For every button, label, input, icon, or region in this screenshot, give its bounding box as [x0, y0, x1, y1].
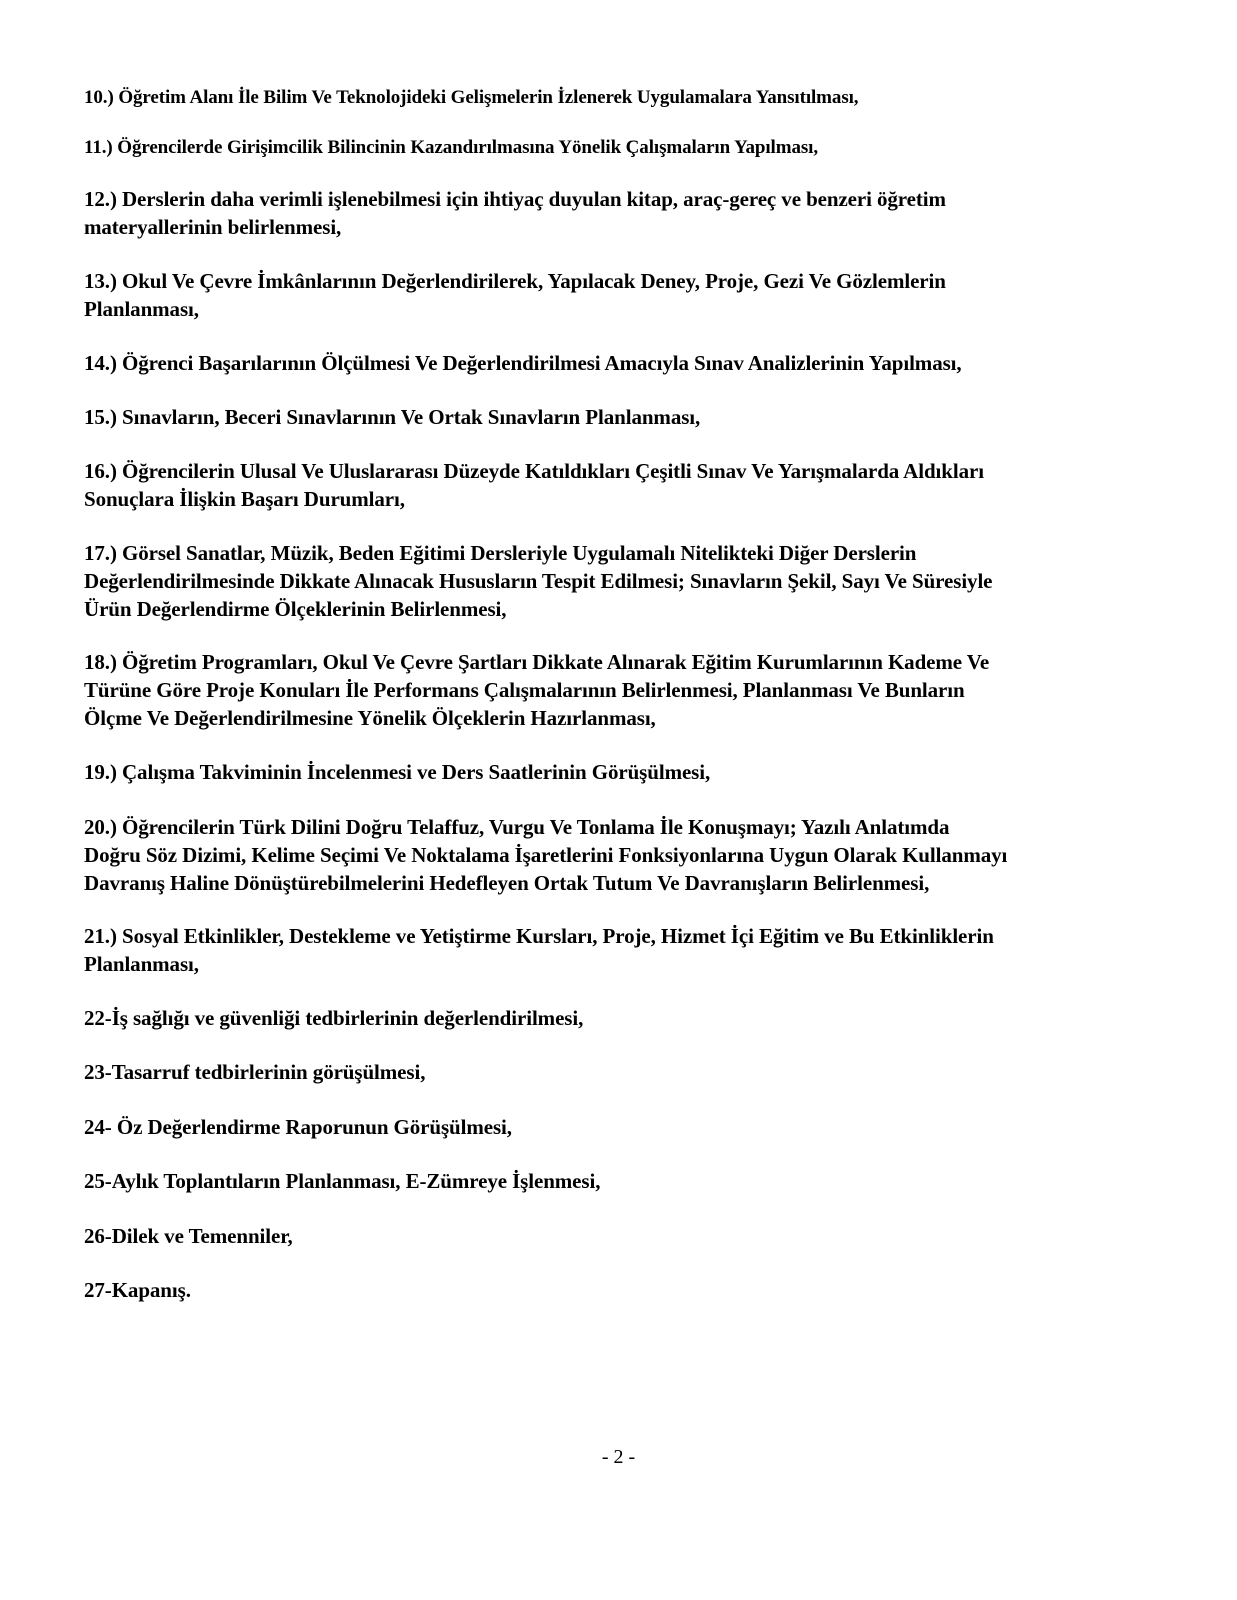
- agenda-line: 11.) Öğrencilerde Girişimcilik Bilincinin Kazandırılmasına Yönelik Çalışmaların Yapılması,: [84, 137, 818, 158]
- agenda-item-25: [84, 1167, 1159, 1195]
- agenda-item-12: [84, 185, 1159, 241]
- agenda-line: 22-İş sağlığı ve güvenliği tedbirlerinin değerlendirilmesi,: [84, 1006, 584, 1030]
- agenda-line: Planlanması,: [84, 297, 199, 321]
- agenda-line: 18.) Öğretim Programları, Okul Ve Çevre Şartları Dikkate Alınarak Eğitim Kurumlarının Kademe Ve: [84, 650, 990, 674]
- agenda-item-15: [84, 403, 1159, 431]
- agenda-item-26: [84, 1222, 1159, 1250]
- agenda-line: 24- Öz Değerlendirme Raporunun Görüşülmesi,: [84, 1115, 512, 1139]
- agenda-line: 23-Tasarruf tedbirlerinin görüşülmesi,: [84, 1060, 426, 1084]
- agenda-line: Planlanması,: [84, 952, 199, 976]
- agenda-line: 14.) Öğrenci Başarılarının Ölçülmesi Ve Değerlendirilmesi Amacıyla Sınav Analizlerinin Yapılması,: [84, 351, 962, 375]
- agenda-line: 13.) Okul Ve Çevre İmkânlarının Değerlendirilerek, Yapılacak Deney, Proje, Gezi Ve Gözlemlerin: [84, 269, 946, 293]
- agenda-item-24: [84, 1113, 1159, 1141]
- agenda-line: 20.) Öğrencilerin Türk Dilini Doğru Telaffuz, Vurgu Ve Tonlama İle Konuşmayı; Yazılı Anlatımda: [84, 815, 950, 839]
- agenda-item-22: [84, 1004, 1159, 1032]
- agenda-item-11: [84, 134, 1159, 162]
- agenda-line: 19.) Çalışma Takviminin İncelenmesi ve Ders Saatlerinin Görüşülmesi,: [84, 760, 711, 784]
- agenda-line: 26-Dilek ve Temenniler,: [84, 1224, 293, 1248]
- agenda-item-17: [84, 539, 1159, 623]
- agenda-line: 21.) Sosyal Etkinlikler, Destekleme ve Yetiştirme Kursları, Proje, Hizmet İçi Eğitim ve Bu Etkinliklerin: [84, 924, 994, 948]
- agenda-line: 27-Kapanış.: [84, 1278, 191, 1302]
- agenda-line: 25-Aylık Toplantıların Planlanması, E-Zümreye İşlenmesi,: [84, 1169, 601, 1193]
- agenda-line: 17.) Görsel Sanatlar, Müzik, Beden Eğitimi Dersleriyle Uygulamalı Nitelikteki Diğer Derslerin: [84, 541, 917, 565]
- agenda-item-18: [84, 648, 1159, 732]
- agenda-line: 10.) Öğretim Alanı İle Bilim Ve Teknolojideki Gelişmelerin İzlenerek Uygulamalara Yansıtılması,: [84, 87, 859, 108]
- agenda-item-20: [84, 813, 1159, 897]
- agenda-line: Türüne Göre Proje Konuları İle Performans Çalışmalarının Belirlenmesi, Planlanması Ve Bunların: [84, 678, 965, 702]
- agenda-item-14: [84, 349, 1159, 377]
- agenda-item-19: [84, 758, 1159, 786]
- agenda-item-27: [84, 1276, 1159, 1304]
- page-number: - 2 -: [601, 1446, 636, 1468]
- agenda-line: 12.) Derslerin daha verimli işlenebilmesi için ihtiyaç duyulan kitap, araç-gereç ve benzeri öğretim: [84, 187, 946, 211]
- agenda-line: 16.) Öğrencilerin Ulusal Ve Uluslararası Düzeyde Katıldıkları Çeşitli Sınav Ve Yarışmalarda Aldıkları: [84, 459, 984, 483]
- agenda-item-23: [84, 1058, 1159, 1086]
- agenda-line: 15.) Sınavların, Beceri Sınavlarının Ve Ortak Sınavların Planlanması,: [84, 405, 701, 429]
- agenda-line: Ölçme Ve Değerlendirilmesine Yönelik Ölçeklerin Hazırlanması,: [84, 706, 656, 730]
- agenda-item-13: [84, 267, 1159, 323]
- agenda-line: Davranış Haline Dönüştürebilmelerini Hedefleyen Ortak Tutum Ve Davranışların Belirlenmesi,: [84, 871, 930, 895]
- agenda-line: Değerlendirilmesinde Dikkate Alınacak Hususların Tespit Edilmesi; Sınavların Şekil, Sayı Ve Süresiyle: [84, 569, 993, 593]
- agenda-line: Sonuçlara İlişkin Başarı Durumları,: [84, 487, 405, 511]
- agenda-line: Ürün Değerlendirme Ölçeklerinin Belirlenmesi,: [84, 597, 507, 621]
- agenda-item-21: [84, 922, 1159, 978]
- agenda-item-10: [84, 84, 1159, 112]
- agenda-line: materyallerinin belirlenmesi,: [84, 215, 342, 239]
- agenda-line: Doğru Söz Dizimi, Kelime Seçimi Ve Noktalama İşaretlerini Fonksiyonlarına Uygun Olarak Kullanmayı: [84, 843, 1008, 867]
- agenda-item-16: [84, 457, 1159, 513]
